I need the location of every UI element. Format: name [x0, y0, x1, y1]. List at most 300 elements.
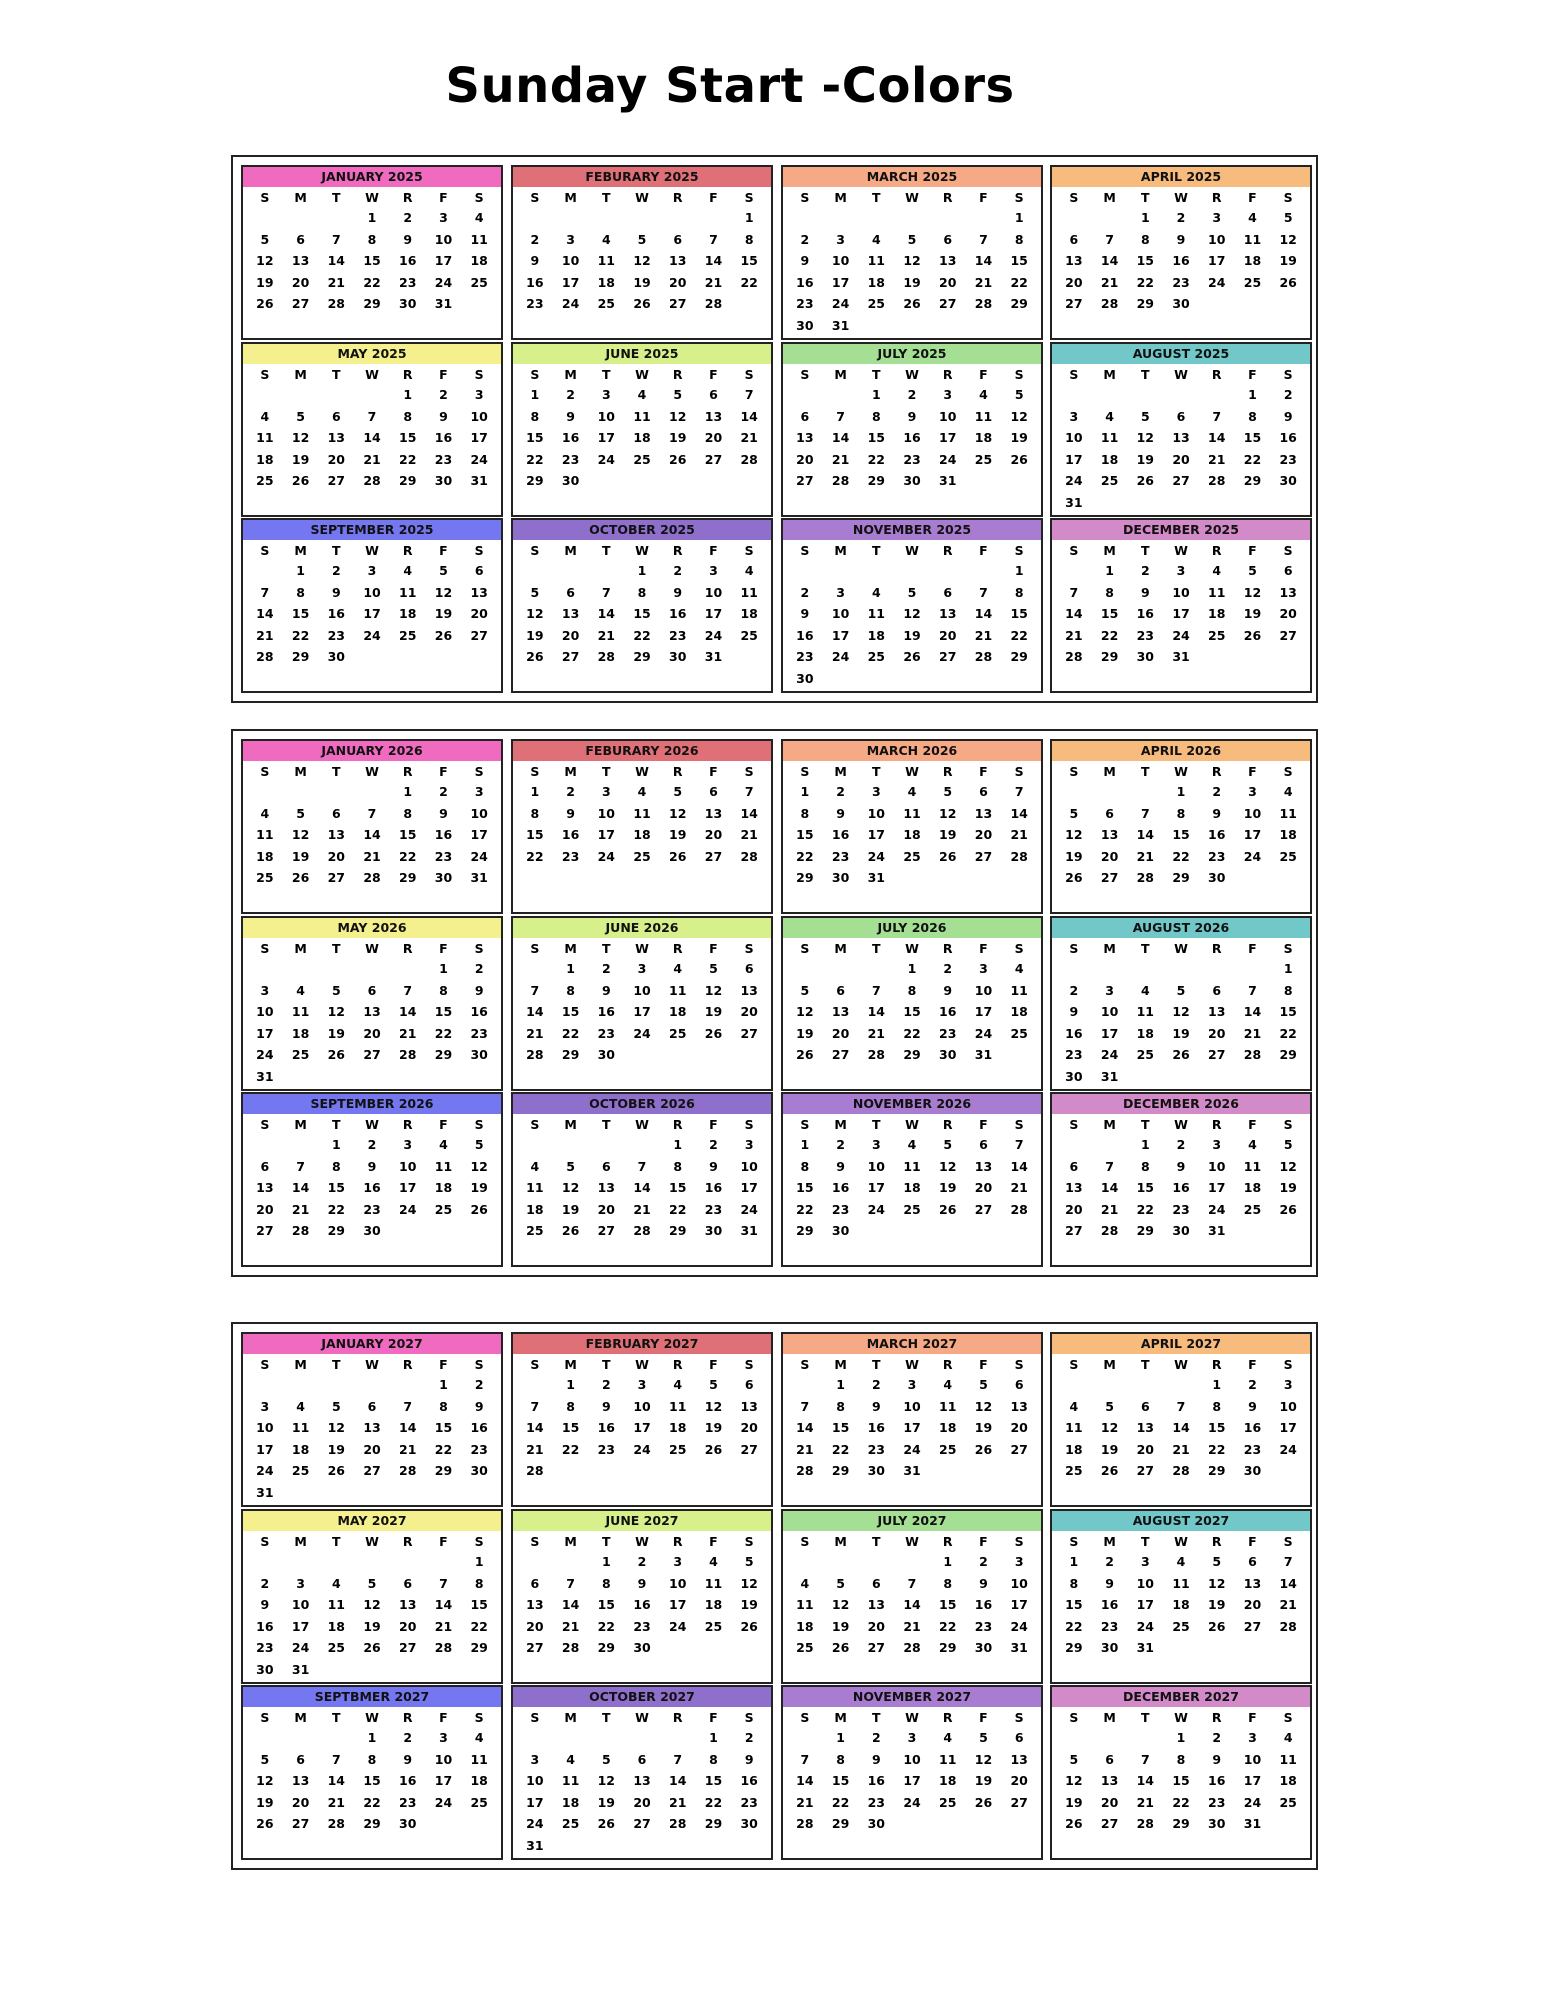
day-cell: 14	[363, 430, 381, 446]
day-cell: 27	[363, 1463, 381, 1479]
day-cell: 7	[403, 982, 413, 998]
weekday-label: T	[872, 366, 881, 382]
week-row	[513, 582, 771, 604]
month-header: MAY 2027	[243, 1511, 501, 1531]
weekday-label: M	[1103, 940, 1116, 956]
day-cell: 9	[871, 1398, 881, 1414]
day-cell: 5	[601, 1751, 611, 1767]
weekday-label: S	[474, 542, 484, 558]
week-row	[783, 846, 1041, 868]
day-cell: 15	[669, 1180, 687, 1196]
day-cell: 17	[1136, 1597, 1154, 1613]
week-row	[243, 1374, 501, 1396]
weekday-label: W	[365, 1116, 379, 1132]
day-cell: 8	[403, 805, 413, 821]
day-cell: 25	[1010, 1025, 1028, 1041]
weekday-header-row	[513, 364, 771, 384]
day-cell: 17	[1208, 1180, 1226, 1196]
week-row	[1052, 1813, 1310, 1835]
week-row	[513, 1220, 771, 1242]
week-row	[1052, 803, 1310, 825]
week-row	[783, 1813, 1041, 1835]
day-cell: 15	[291, 606, 310, 622]
day-cell: 9	[260, 1597, 270, 1613]
day-cell: 9	[800, 606, 810, 622]
day-cell: 6	[979, 784, 988, 800]
day-cell: 28	[974, 296, 993, 312]
weekday-label: W	[905, 1709, 919, 1725]
day-cell: 20	[1243, 1597, 1262, 1613]
week-row	[513, 1134, 771, 1156]
day-cell: 1	[530, 387, 540, 403]
week-row	[243, 603, 501, 625]
day-cell: 20	[740, 1004, 758, 1020]
day-cell: 2	[1248, 1377, 1257, 1393]
day-cell: 15	[1208, 1420, 1226, 1436]
week-row	[513, 1616, 771, 1638]
day-cell: 29	[831, 1816, 850, 1832]
day-cell: 24	[291, 1640, 310, 1656]
day-cell: 14	[867, 1004, 885, 1020]
day-cell: 5	[1014, 387, 1024, 403]
day-cell: 26	[903, 649, 921, 665]
day-cell: 14	[399, 1420, 417, 1436]
day-cell: 4	[439, 1137, 448, 1153]
day-cell: 23	[1172, 1201, 1190, 1217]
day-cell: 28	[1136, 1816, 1154, 1832]
day-cell: 14	[831, 430, 850, 446]
day-cell: 26	[1100, 1463, 1119, 1479]
day-cell: 8	[744, 231, 754, 247]
day-cell: 19	[974, 1773, 993, 1789]
day-cell: 14	[974, 606, 993, 622]
weekday-label: S	[1283, 1356, 1293, 1372]
day-cell: 9	[439, 408, 448, 424]
day-cell: 30	[434, 870, 453, 886]
weekday-label: F	[1248, 1116, 1257, 1132]
weekday-label: R	[672, 366, 683, 382]
day-cell: 7	[530, 982, 540, 998]
day-cell: 25	[903, 848, 921, 864]
day-cell: 9	[601, 982, 611, 998]
day-cell: 2	[979, 1554, 988, 1570]
day-cell: 24	[669, 1618, 687, 1634]
weekday-label: S	[1014, 189, 1024, 205]
day-cell: 20	[633, 1794, 651, 1810]
day-cell: 2	[871, 1730, 881, 1746]
day-cell: 23	[831, 1201, 850, 1217]
week-row	[1052, 824, 1310, 846]
day-cell: 18	[903, 1180, 921, 1196]
weekday-header-row	[243, 1707, 501, 1727]
day-cell: 9	[474, 982, 484, 998]
week-row	[243, 470, 501, 492]
day-cell: 2	[1283, 387, 1293, 403]
weekday-label: T	[602, 940, 611, 956]
day-cell: 6	[601, 1158, 611, 1174]
day-cell: 3	[744, 1137, 754, 1153]
week-row	[783, 1417, 1041, 1439]
day-cell: 20	[1010, 1773, 1028, 1789]
day-cell: 10	[291, 1597, 310, 1613]
day-cell: 7	[744, 784, 754, 800]
day-cell: 4	[1212, 563, 1222, 579]
weekday-label: T	[872, 189, 881, 205]
day-cell: 1	[1140, 210, 1150, 226]
day-cell: 30	[1100, 1640, 1119, 1656]
day-cell: 14	[1100, 253, 1119, 269]
weekday-label: S	[744, 1533, 754, 1549]
weekday-label: R	[942, 366, 953, 382]
day-cell: 28	[327, 1816, 345, 1832]
day-cell: 3	[1248, 1730, 1257, 1746]
weekday-label: F	[439, 1356, 448, 1372]
day-cell: 5	[907, 231, 917, 247]
weekday-label: T	[332, 1356, 341, 1372]
day-cell: 7	[1014, 784, 1024, 800]
day-cell: 11	[597, 253, 615, 269]
weekday-label: S	[1014, 1116, 1024, 1132]
weekday-label: M	[834, 1356, 847, 1372]
day-cell: 11	[256, 430, 274, 446]
day-cell: 26	[669, 451, 687, 467]
day-cell: 12	[669, 408, 687, 424]
weekday-label: T	[332, 1533, 341, 1549]
day-cell: 18	[434, 1180, 453, 1196]
day-cell: 8	[403, 408, 413, 424]
day-cell: 3	[601, 387, 611, 403]
day-cell: 16	[327, 606, 345, 622]
day-cell: 5	[474, 1137, 484, 1153]
week-row	[513, 958, 771, 980]
day-cell: 26	[291, 870, 310, 886]
day-cell: 1	[367, 210, 377, 226]
year-block-2025	[231, 155, 1318, 703]
day-cell: 17	[831, 627, 850, 643]
weekday-label: S	[800, 1533, 810, 1549]
week-row	[243, 1417, 501, 1439]
weekday-label: S	[474, 1356, 484, 1372]
day-cell: 27	[327, 870, 345, 886]
day-cell: 25	[1243, 274, 1262, 290]
day-cell: 10	[597, 408, 615, 424]
weekday-label: R	[1211, 940, 1222, 956]
year-block-2026	[231, 729, 1318, 1277]
day-cell: 30	[327, 649, 345, 665]
day-cell: 3	[1069, 408, 1079, 424]
day-cell: 13	[1010, 1398, 1028, 1414]
day-cell: 9	[566, 805, 575, 821]
day-cell: 28	[1279, 1618, 1297, 1634]
day-cell: 1	[530, 784, 540, 800]
day-cell: 3	[601, 784, 611, 800]
day-cell: 16	[597, 1420, 615, 1436]
weekday-header-row	[243, 938, 501, 958]
day-cell: 16	[597, 1004, 615, 1020]
day-cell: 26	[796, 1047, 814, 1063]
weekday-label: W	[1174, 366, 1188, 382]
day-cell: 3	[871, 1137, 881, 1153]
day-cell: 9	[1283, 408, 1293, 424]
day-cell: 13	[1010, 1751, 1028, 1767]
day-cell: 3	[943, 387, 953, 403]
day-cell: 12	[974, 1398, 993, 1414]
day-cell: 12	[1100, 1420, 1119, 1436]
month-calendar	[1050, 739, 1312, 914]
day-cell: 5	[331, 1398, 341, 1414]
day-cell: 7	[871, 982, 881, 998]
day-cell: 31	[526, 1837, 544, 1853]
day-cell: 16	[434, 827, 453, 843]
day-cell: 23	[597, 1025, 615, 1041]
week-row	[513, 1835, 771, 1857]
weekday-label: S	[260, 542, 270, 558]
week-row	[783, 1023, 1041, 1045]
weekday-label: S	[1283, 189, 1293, 205]
day-cell: 1	[1212, 1377, 1222, 1393]
day-cell: 14	[256, 606, 274, 622]
day-cell: 16	[831, 1180, 850, 1196]
day-cell: 24	[1065, 473, 1083, 489]
day-cell: 2	[637, 1554, 647, 1570]
day-cell: 6	[1248, 1554, 1257, 1570]
weekday-label: M	[834, 1533, 847, 1549]
weekday-label: M	[834, 940, 847, 956]
day-cell: 8	[439, 1398, 448, 1414]
weekday-label: F	[979, 1533, 988, 1549]
weekday-label: W	[1174, 189, 1188, 205]
day-cell: 31	[1136, 1640, 1154, 1656]
day-cell: 30	[1243, 1463, 1262, 1479]
day-cell: 14	[597, 606, 615, 622]
day-cell: 9	[1140, 584, 1150, 600]
day-cell: 1	[331, 1137, 341, 1153]
day-cell: 25	[1243, 1201, 1262, 1217]
day-cell: 14	[1208, 430, 1226, 446]
day-cell: 25	[1136, 1047, 1154, 1063]
day-cell: 20	[363, 1025, 381, 1041]
day-cell: 29	[561, 1047, 580, 1063]
day-cell: 15	[561, 1004, 580, 1020]
weekday-label: R	[1211, 189, 1222, 205]
week-row	[1052, 1066, 1310, 1088]
month-calendar	[511, 1509, 773, 1684]
day-cell: 18	[939, 1773, 957, 1789]
day-cell: 23	[327, 627, 345, 643]
day-cell: 27	[256, 1223, 274, 1239]
day-cell: 26	[1065, 1816, 1083, 1832]
weekday-label: F	[439, 189, 448, 205]
day-cell: 18	[867, 627, 885, 643]
weekday-header-row	[513, 1354, 771, 1374]
week-row	[1052, 1594, 1310, 1616]
day-cell: 21	[1010, 827, 1028, 843]
day-cell: 9	[331, 584, 341, 600]
day-cell: 12	[939, 805, 957, 821]
day-cell: 21	[526, 1025, 544, 1041]
day-cell: 19	[1208, 1597, 1226, 1613]
day-cell: 7	[296, 1158, 305, 1174]
day-cell: 20	[867, 1618, 885, 1634]
day-cell: 25	[939, 1441, 957, 1457]
day-cell: 5	[1069, 805, 1079, 821]
month-calendar	[511, 1685, 773, 1860]
day-cell: 16	[561, 430, 580, 446]
weekday-label: F	[979, 366, 988, 382]
weekday-label: W	[905, 1116, 919, 1132]
week-row	[1052, 1551, 1310, 1573]
weekday-label: T	[872, 1116, 881, 1132]
month-header: SEPTEMBER 2025	[243, 520, 501, 540]
day-cell: 18	[1279, 1773, 1297, 1789]
weekday-label: F	[709, 1356, 718, 1372]
weekday-label: S	[530, 1116, 540, 1132]
day-cell: 14	[526, 1420, 544, 1436]
day-cell: 10	[1243, 1751, 1262, 1767]
week-row	[243, 1044, 501, 1066]
day-cell: 11	[740, 584, 758, 600]
day-cell: 6	[943, 231, 953, 247]
weekday-label: R	[942, 763, 953, 779]
day-cell: 30	[669, 649, 687, 665]
day-cell: 9	[1105, 1575, 1114, 1591]
day-cell: 3	[1105, 982, 1114, 998]
weekday-label: W	[905, 366, 919, 382]
day-cell: 25	[633, 848, 651, 864]
weekday-label: S	[744, 1709, 754, 1725]
weekday-label: S	[260, 1533, 270, 1549]
day-cell: 31	[867, 870, 885, 886]
day-cell: 15	[434, 1420, 453, 1436]
week-row	[783, 824, 1041, 846]
day-cell: 30	[633, 1640, 651, 1656]
day-cell: 19	[470, 1180, 488, 1196]
day-cell: 12	[1065, 1773, 1083, 1789]
day-cell: 8	[367, 1751, 377, 1767]
week-row	[1052, 406, 1310, 428]
weekday-label: T	[602, 542, 611, 558]
weekday-label: M	[294, 763, 307, 779]
weekday-label: F	[1248, 542, 1257, 558]
day-cell: 7	[1212, 408, 1222, 424]
weekday-label: M	[564, 1533, 577, 1549]
day-cell: 30	[363, 1223, 381, 1239]
day-cell: 6	[331, 805, 341, 821]
day-cell: 26	[1279, 274, 1297, 290]
day-cell: 18	[1100, 451, 1119, 467]
day-cell: 8	[1140, 1158, 1150, 1174]
weekday-label: F	[1248, 366, 1257, 382]
day-cell: 18	[1065, 1441, 1083, 1457]
month-calendar	[511, 739, 773, 914]
weekday-label: S	[1283, 1533, 1293, 1549]
week-row	[783, 1156, 1041, 1178]
day-cell: 15	[399, 827, 417, 843]
day-cell: 1	[836, 1377, 845, 1393]
weekday-label: S	[1283, 542, 1293, 558]
weekday-header-row	[783, 1531, 1041, 1551]
day-cell: 21	[399, 1025, 417, 1041]
day-cell: 8	[1212, 1398, 1222, 1414]
week-row	[1052, 1770, 1310, 1792]
week-row	[513, 803, 771, 825]
day-cell: 18	[704, 1597, 723, 1613]
day-cell: 18	[256, 848, 274, 864]
day-cell: 2	[403, 210, 413, 226]
week-row	[783, 1792, 1041, 1814]
day-cell: 27	[669, 296, 687, 312]
day-cell: 31	[1065, 494, 1083, 510]
day-cell: 26	[974, 1794, 993, 1810]
day-cell: 11	[867, 606, 885, 622]
weekday-label: R	[402, 763, 413, 779]
day-cell: 9	[836, 805, 845, 821]
day-cell: 7	[979, 584, 988, 600]
day-cell: 24	[633, 1025, 651, 1041]
day-cell: 16	[1208, 1773, 1226, 1789]
week-row	[243, 1001, 501, 1023]
day-cell: 24	[470, 848, 488, 864]
day-cell: 12	[597, 1773, 615, 1789]
day-cell: 4	[871, 584, 881, 600]
week-row	[783, 560, 1041, 582]
week-row	[783, 1460, 1041, 1482]
weekday-label: M	[1103, 1356, 1116, 1372]
weekday-label: R	[1211, 763, 1222, 779]
day-cell: 27	[327, 473, 345, 489]
day-cell: 12	[327, 1004, 345, 1020]
day-cell: 21	[796, 1441, 814, 1457]
week-row	[1052, 1637, 1310, 1659]
day-cell: 5	[260, 1751, 270, 1767]
week-row	[243, 980, 501, 1002]
weekday-label: R	[402, 1533, 413, 1549]
day-cell: 21	[363, 848, 381, 864]
day-cell: 10	[974, 982, 993, 998]
week-row	[243, 272, 501, 294]
day-cell: 1	[673, 1137, 683, 1153]
week-row	[243, 824, 501, 846]
weekday-label: T	[332, 763, 341, 779]
day-cell: 2	[943, 961, 953, 977]
day-cell: 1	[1014, 210, 1024, 226]
day-cell: 5	[566, 1158, 575, 1174]
weekday-header-row	[1052, 187, 1310, 207]
day-cell: 19	[561, 1201, 580, 1217]
day-cell: 24	[867, 848, 885, 864]
weekday-label: F	[979, 1356, 988, 1372]
day-cell: 7	[1105, 231, 1114, 247]
day-cell: 18	[633, 430, 651, 446]
day-cell: 6	[296, 231, 305, 247]
day-cell: 17	[903, 1420, 921, 1436]
weekday-header-row	[783, 761, 1041, 781]
week-row	[243, 646, 501, 668]
day-cell: 12	[1172, 1004, 1190, 1020]
month-header: JANUARY 2027	[243, 1334, 501, 1354]
month-header: DECEMBER 2026	[1052, 1094, 1310, 1114]
day-cell: 12	[526, 606, 544, 622]
weekday-header-row	[513, 938, 771, 958]
day-cell: 1	[943, 1554, 953, 1570]
day-cell: 22	[939, 1618, 957, 1634]
day-cell: 17	[1100, 1025, 1119, 1041]
day-cell: 1	[1069, 1554, 1079, 1570]
day-cell: 3	[836, 584, 845, 600]
weekday-label: S	[1283, 1709, 1293, 1725]
day-cell: 11	[1065, 1420, 1083, 1436]
week-row	[513, 1199, 771, 1221]
